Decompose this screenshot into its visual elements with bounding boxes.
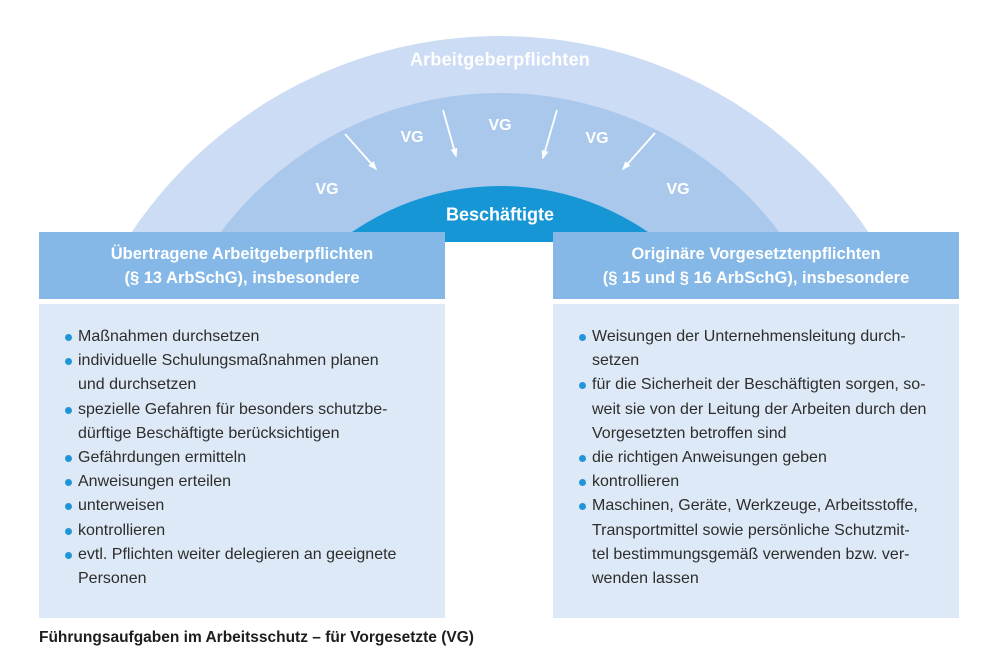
right-panel — [553, 232, 959, 618]
vg-label: VG — [585, 130, 609, 147]
arch-top-label: Arbeitgeberpflichten — [409, 49, 591, 70]
left-panel-body — [39, 304, 445, 618]
list-item: individuelle Schulungsmaßnahmen planen und durchsetzen — [39, 349, 431, 397]
right-panel-body — [553, 304, 959, 618]
left-panel-list — [39, 325, 431, 591]
left-panel — [39, 232, 445, 618]
vg-label: VG — [666, 181, 690, 198]
left-panel-header-line2: (§ 13 ArbSchG), insbesondere — [124, 268, 360, 287]
vg-label: VG — [488, 117, 512, 134]
right-panel-header-line1: Originäre Vorgesetztenpflichten — [631, 244, 881, 263]
list-item: kontrollieren — [39, 519, 431, 543]
list-item: Anweisungen erteilen — [39, 470, 431, 494]
list-item: Gefährdungen ermitteln — [39, 446, 431, 470]
vg-label: VG — [400, 129, 424, 146]
list-item: die richtigen Anweisungen geben — [553, 446, 945, 470]
figure-caption: Führungsaufgaben im Arbeitsschutz – für Vorgesetzte (VG) — [39, 629, 474, 646]
list-item: Maschinen, Geräte, Werkzeuge, Arbeitsstoffe, Transportmittel sowie persönliche Schutzmit- tel bestimmungsgemäß verwenden bzw. ver- wenden lassen — [553, 494, 945, 591]
list-item: unterweisen — [39, 494, 431, 518]
list-item: für die Sicherheit der Beschäftigten sorgen, so- weit sie von der Leitung der Arbeiten durch den Vorgesetzten betroffen sind — [553, 373, 945, 446]
list-item: spezielle Gefahren für besonders schutzbe- dürftige Beschäftigte berücksichtigen — [39, 398, 431, 446]
arch-center-label: Beschäftigte — [445, 204, 555, 225]
list-item: kontrollieren — [553, 470, 945, 494]
vg-label: VG — [315, 181, 339, 198]
left-panel-header — [39, 232, 445, 299]
right-panel-header — [553, 232, 959, 299]
right-panel-list — [553, 325, 945, 591]
left-panel-header-line1: Übertragene Arbeitgeberpflichten — [110, 244, 374, 263]
right-panel-header-line2: (§ 15 und § 16 ArbSchG), insbesondere — [602, 268, 910, 287]
list-item: evtl. Pflichten weiter delegieren an geeignete Personen — [39, 543, 431, 591]
list-item: Weisungen der Unternehmensleitung durch- setzen — [553, 325, 945, 373]
list-item: Maßnahmen durchsetzen — [39, 325, 431, 349]
